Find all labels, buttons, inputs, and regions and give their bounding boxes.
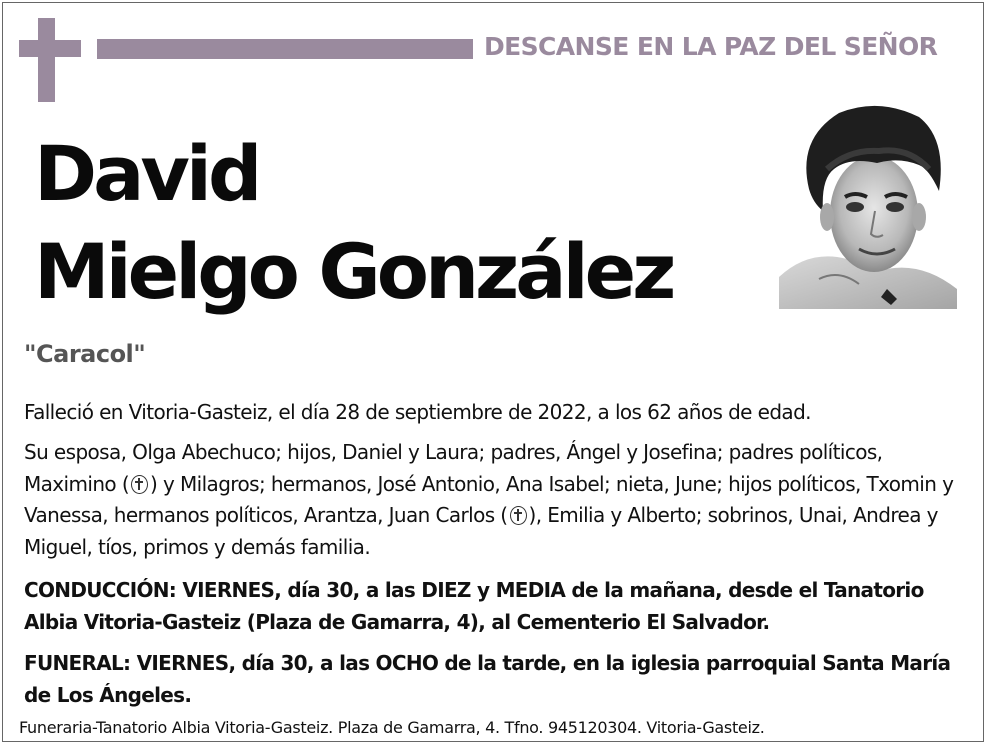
nickname: "Caracol" bbox=[24, 340, 146, 368]
family-list-part: ), Emilia y Alberto; sobrinos, Unai, Andrea y Miguel, tíos, primos y demás familia. bbox=[24, 503, 938, 559]
portrait-photo bbox=[779, 99, 957, 309]
cross-icon bbox=[38, 18, 55, 102]
death-notice: Falleció en Vitoria-Gasteiz, el día 28 de septiembre de 2022, a los 62 años de edad. bbox=[24, 400, 811, 424]
family-list bbox=[24, 437, 964, 563]
first-name: David bbox=[34, 129, 259, 218]
headline: DESCANSE EN LA PAZ DEL SEÑOR bbox=[484, 32, 938, 61]
family-list-part: Su esposa, Olga Abechuco; hijos, Daniel y Laura; padres, Ángel y Josefina; padres políticos, Maximino ( bbox=[24, 440, 883, 496]
cross-icon-bar bbox=[19, 40, 81, 57]
deceased-cross-icon bbox=[510, 506, 527, 525]
funeral-notice: FUNERAL: VIERNES, día 30, a las OCHO de la tarde, en la iglesia parroquial Santa María de Los Ángeles. bbox=[24, 651, 951, 707]
family-list-part: ) y Milagros; hermanos, José Antonio, Ana Isabel; nieta, June; hijos políticos, Txomin y Vanessa, hermanos políticos, Arantza, Juan Carlos ( bbox=[24, 471, 954, 527]
deceased-cross-icon bbox=[131, 475, 148, 494]
portrait-photo-icon bbox=[779, 99, 957, 309]
funeral-home-footer: Funeraria-Tanatorio Albia Vitoria-Gasteiz. Plaza de Gamarra, 4. Tfno. 945120304. Vitoria-Gasteiz. bbox=[19, 718, 765, 737]
header-rule bbox=[97, 39, 473, 59]
conduccion-notice: CONDUCCIÓN: VIERNES, día 30, a las DIEZ y MEDIA de la mañana, desde el Tanatorio Albia Vitoria-Gasteiz (Plaza de Gamarra, 4), al Cementerio El Salvador. bbox=[24, 578, 924, 634]
surnames: Mielgo González bbox=[34, 227, 673, 316]
